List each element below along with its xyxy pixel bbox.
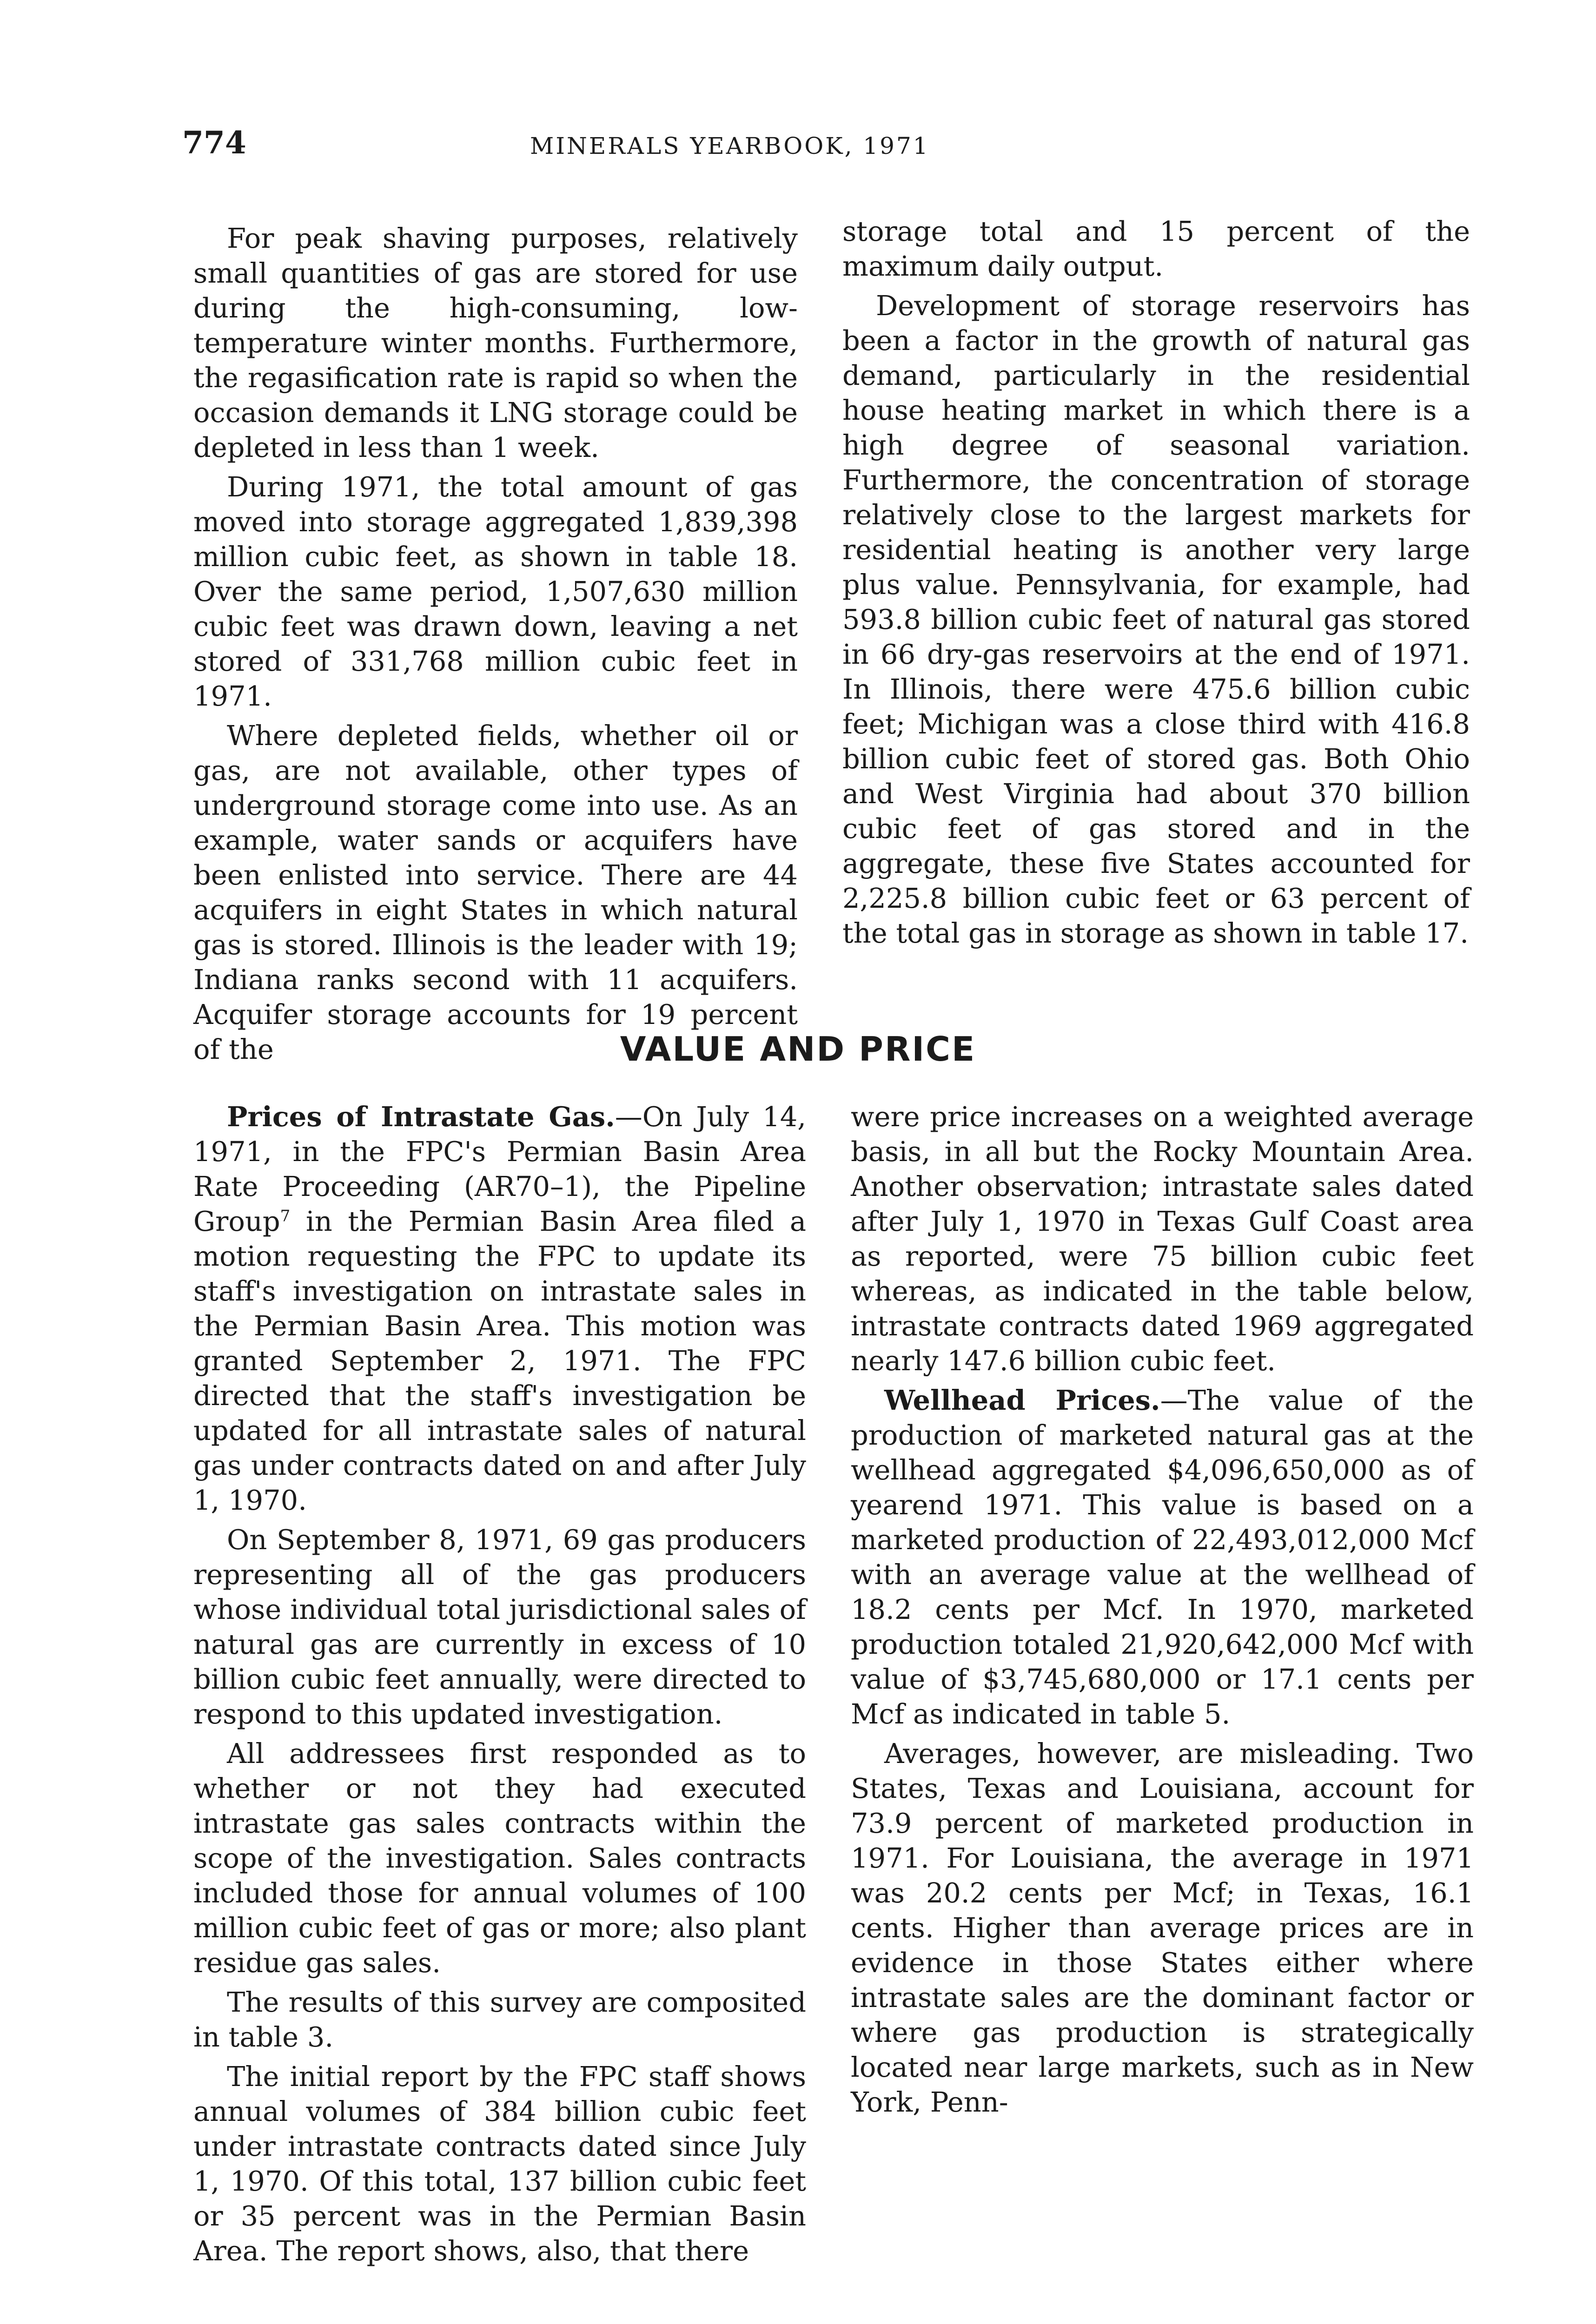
- run-in-heading: Wellhead Prices.: [884, 1384, 1160, 1416]
- bottom-left-column: [193, 1099, 806, 2273]
- paragraph: The initial report by the FPC staff shows annual volumes of 384 billion cubic feet under intrastate contracts dated since July 1, 1970. Of this total, 137 billion cubic feet or 35 percent was in the Permian Basin Area. The report shows, also, that there: [193, 2060, 806, 2267]
- paragraph: were price increases on a weighted average basis, in all but the Rocky Mountain Area. Another observation; intrastate sales dated after July 1, 1970 in Texas Gulf Coast area as reported, were 75 billion cubic feet whereas, as indicated in the table below, intrastate contracts dated 1969 aggregated nearly 147.6 billion cubic feet.: [851, 1101, 1474, 1377]
- paragraph-text: —The value of the production of marketed natural gas at the wellhead aggregated $4,096,650,000 as of yearend 1971. This value is based on a marketed production of 22,493,012,000 Mcf with an average value at the wellhead of 18.2 cents per Mcf. In 1970, marketed production totaled 21,920,642,000 Mcf with value of $3,745,680,000 or 17.1 cents per Mcf as indicated in table 5.: [851, 1384, 1474, 1730]
- footnote-reference: 7: [280, 1207, 291, 1226]
- paragraph: During 1971, the total amount of gas moved into storage aggregated 1,839,398 million cubic feet, as shown in table 18. Over the same period, 1,507,630 million cubic feet was drawn down, leaving a net stored of 331,768 million cubic feet in 1971.: [193, 471, 798, 712]
- paragraph: [851, 1383, 1474, 1731]
- run-in-heading: Prices of Intrastate Gas.: [227, 1101, 615, 1133]
- paragraph-text: —On July 14, 1971, in the FPC's Permian Basin Area Rate Proceeding (AR70–1), the Pipeline Group: [193, 1101, 806, 1237]
- page-number: 774: [182, 125, 246, 161]
- section-heading: VALUE AND PRICE: [620, 1030, 976, 1069]
- top-left-column: [193, 221, 798, 1071]
- paragraph: For peak shaving purposes, relatively small quantities of gas are stored for use during the high-consuming, low-temperature winter months. Furthermore, the regasification rate is rapid so when the occasion demands it LNG storage could be depleted in less than 1 week.: [193, 222, 798, 463]
- paragraph: On September 8, 1971, 69 gas producers representing all of the gas producers whose individual total jurisdictional sales of natural gas are currently in excess of 10 billion cubic feet annually, were directed to respond to this updated investigation.: [193, 1524, 806, 1730]
- paragraph: Averages, however, are misleading. Two States, Texas and Louisiana, account for 73.9 percent of marketed production in 1971. For Louisiana, the average in 1971 was 20.2 cents per Mcf; in Texas, 16.1 cents. Higher than average prices are in evidence in those States either where intrastate sales are the dominant factor or where gas production is strategically located near large markets, such as in New York, Penn-: [851, 1737, 1474, 2118]
- paragraph: storage total and 15 percent of the maximum daily output.: [842, 215, 1470, 282]
- top-right-column: [842, 214, 1470, 955]
- paragraph: Where depleted fields, whether oil or gas, are not available, other types of underground storage come into use. As an example, water sands or acquifers have been enlisted into service. There are 44 acquifers in eight States in which natural gas is stored. Illinois is the leader with 19; Indiana ranks second with 11 acquifers. Acquifer storage accounts for 19 percent of the: [193, 720, 798, 1065]
- paragraph: Development of storage reservoirs has been a factor in the growth of natural gas demand, particularly in the residential house heating market in which there is a high degree of seasonal variation. Furthermore, the concentration of storage relatively close to the largest markets for residential heating is another very large plus value. Pennsylvania, for example, had 593.8 billion cubic feet of natural gas stored in 66 dry-gas reservoirs at the end of 1971. In Illinois, there were 475.6 billion cubic feet; Michigan was a close third with 416.8 billion cubic feet of stored gas. Both Ohio and West Virginia had about 370 billion cubic feet of gas stored and in the aggregate, these five States accounted for 2,225.8 billion cubic feet or 63 percent of the total gas in storage as shown in table 17.: [842, 290, 1470, 949]
- bottom-right-column: [851, 1099, 1474, 2124]
- paragraph: The results of this survey are composited in table 3.: [193, 1986, 806, 2053]
- paragraph-text: in the Permian Basin Area filed a motion requesting the FPC to update its staff's investigation on intrastate sales in the Permian Basin Area. This motion was granted September 2, 1971. The FPC directed that the staff's investigation be updated for all intrastate sales of natural gas under contracts dated on and after July 1, 1970.: [193, 1205, 806, 1516]
- running-title: MINERALS YEARBOOK, 1971: [530, 132, 930, 159]
- paragraph: All addressees first responded as to whether or not they had executed intrastate gas sales contracts within the scope of the investigation. Sales contracts included those for annual volumes of 100 million cubic feet of gas or more; also plant residue gas sales.: [193, 1737, 806, 1979]
- paragraph: [193, 1099, 806, 1518]
